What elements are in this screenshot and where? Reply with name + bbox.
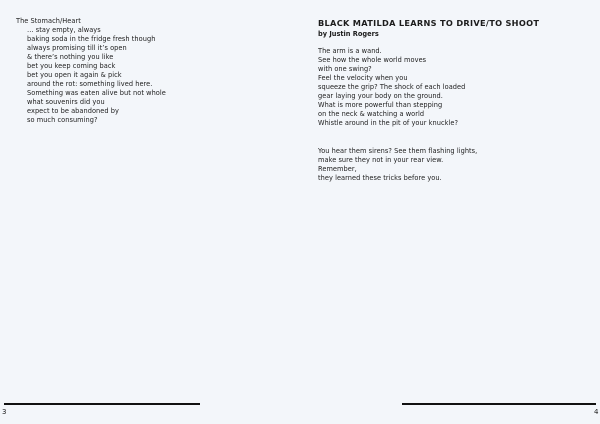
poem-line: squeeze the grip? The shock of each loaded — [318, 83, 466, 91]
poem-line: Whistle around in the pit of your knuckle? — [318, 119, 459, 127]
poem-line: Remember, — [318, 165, 357, 173]
poem-line: what souvenirs did you — [27, 98, 105, 106]
poem-byline: by Justin Rogers — [318, 30, 379, 38]
poem-line: Something was eaten alive but not whole — [27, 89, 166, 97]
poem-line: The arm is a wand. — [318, 47, 382, 55]
poem-line: they learned these tricks before you. — [318, 174, 442, 182]
poem-title: The Stomach/Heart — [16, 17, 81, 25]
poem-line: Feel the velocity when you — [318, 74, 408, 82]
poem-line: See how the whole world moves — [318, 56, 427, 64]
poem-line: always promising till it’s open — [27, 44, 127, 52]
poem-line: & there’s nothing you like — [27, 53, 114, 61]
page-number: 4 — [594, 408, 599, 416]
poem-line: bet you keep coming back — [27, 62, 116, 70]
poem-stanza — [318, 47, 465, 128]
poem-title: BLACK MATILDA LEARNS TO DRIVE/TO SHOOT — [318, 18, 540, 28]
poem-stanza — [318, 147, 477, 183]
poem-line: What is more powerful than stepping — [318, 101, 443, 109]
poem-line: so much consuming? — [27, 116, 98, 124]
poem-line: gear laying your body on the ground. — [318, 92, 443, 100]
right-page — [300, 0, 600, 424]
footer-rule — [4, 403, 200, 405]
poem-body — [27, 26, 166, 125]
poem-line: around the rot: something lived here. — [27, 80, 153, 88]
poem-line: expect to be abandoned by — [27, 107, 119, 115]
poem-line: on the neck & watching a world — [318, 110, 425, 118]
poem-line: with one swing? — [318, 65, 372, 73]
poem-line: baking soda in the fridge fresh though — [27, 35, 156, 43]
poem-line: make sure they not in your rear view. — [318, 156, 444, 164]
page-number: 3 — [2, 408, 7, 416]
poem-line: bet you open it again & pick — [27, 71, 122, 79]
poem-line: You hear them sirens? See them flashing lights, — [318, 147, 478, 155]
poem-line: … stay empty, always — [27, 26, 101, 34]
footer-rule — [402, 403, 596, 405]
